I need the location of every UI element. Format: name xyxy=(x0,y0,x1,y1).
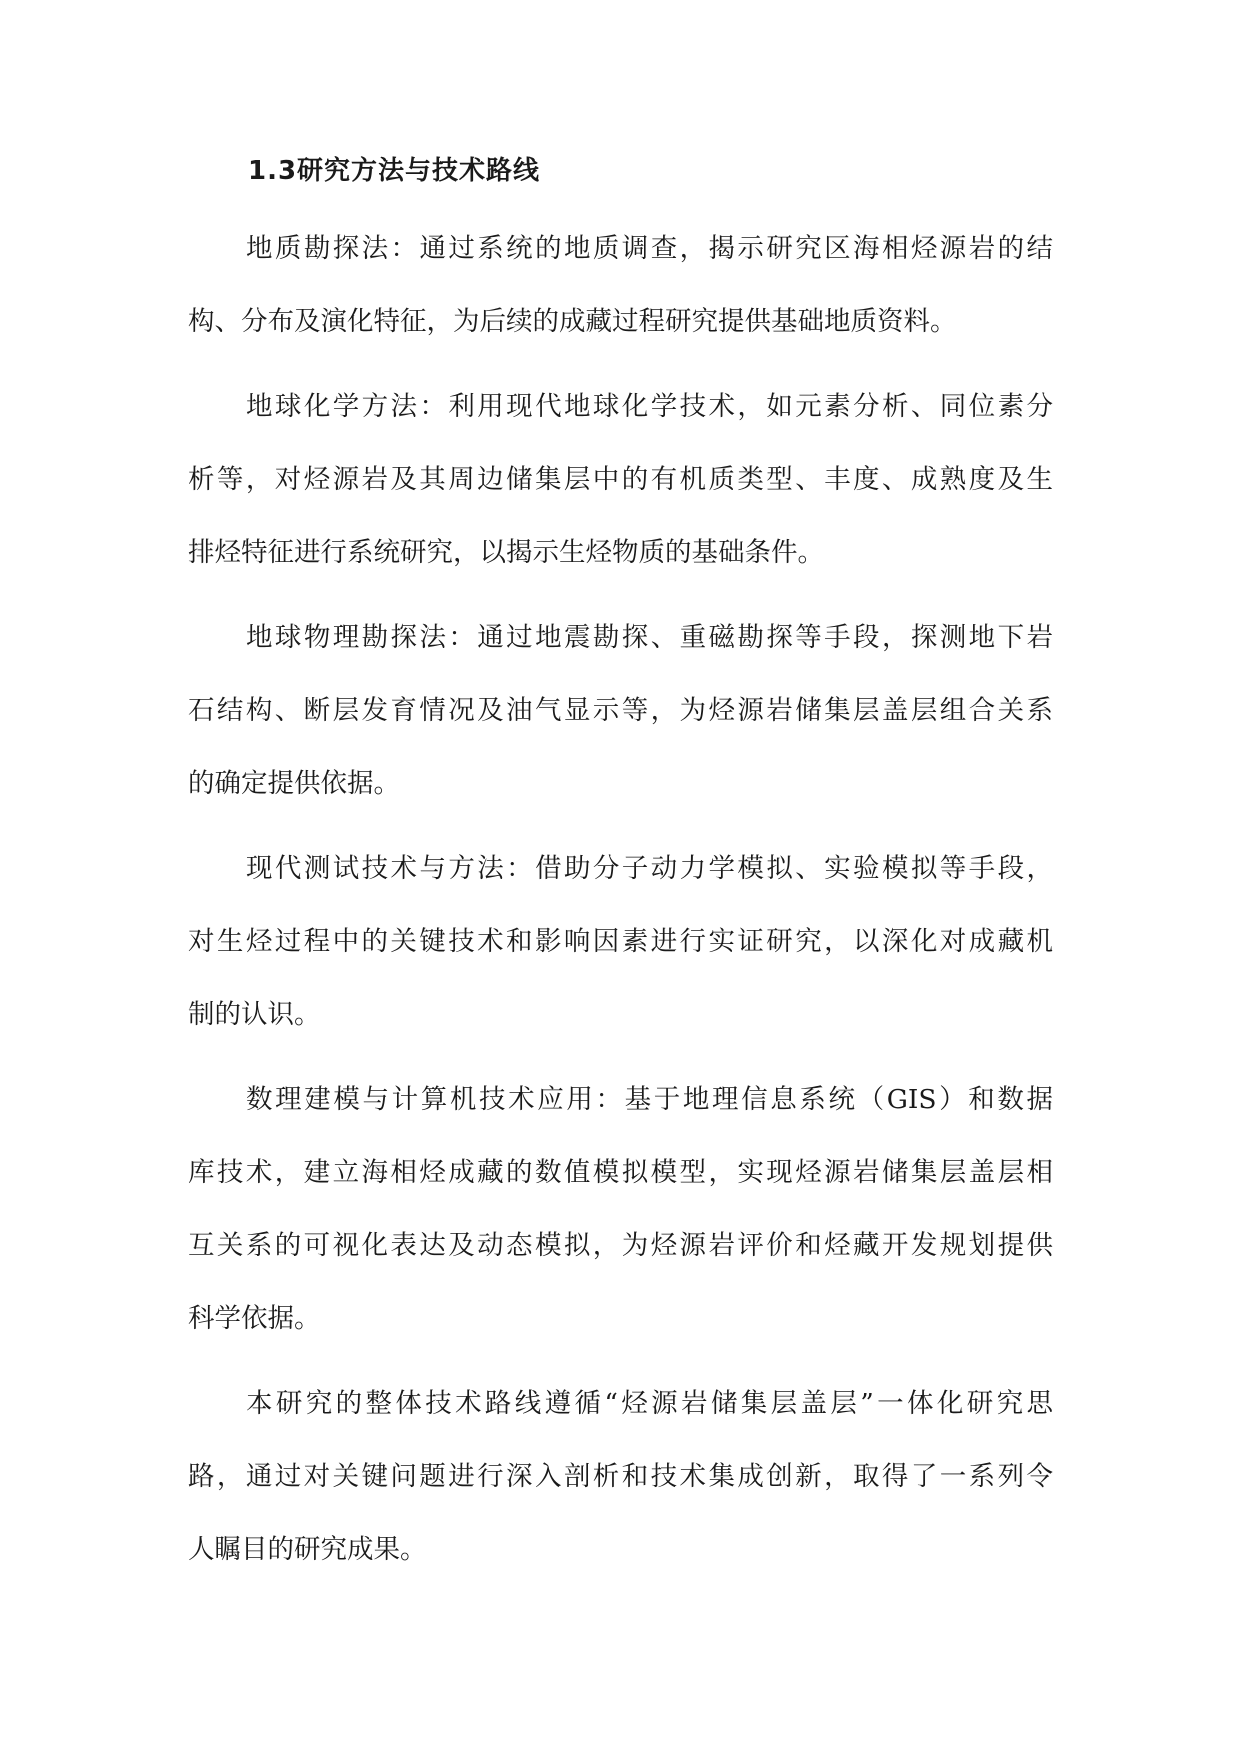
paragraph-line: 排烃特征进行系统研究，以揭示生烃物质的基础条件。 xyxy=(188,537,824,568)
paragraph-line: 地球化学方法：利用现代地球化学技术，如元素分析、同位素分 xyxy=(246,391,1053,422)
paragraph-line: 的确定提供依据。 xyxy=(188,768,400,799)
paragraph-line: 互关系的可视化表达及动态模拟，为烃源岩评价和烃藏开发规划提供 xyxy=(188,1230,1053,1261)
paragraph-line: 制的认识。 xyxy=(188,999,321,1030)
paragraph-modeling xyxy=(188,1063,1053,1355)
paragraph-technical-route xyxy=(188,1367,1053,1586)
paragraph-geophysics xyxy=(188,601,1053,820)
paragraph-line: 数理建模与计算机技术应用：基于地理信息系统（GIS）和数据 xyxy=(246,1084,1053,1115)
paragraph-line: 人瞩目的研究成果。 xyxy=(188,1534,427,1565)
paragraph-line: 石结构、断层发育情况及油气显示等，为烃源岩储集层盖层组合关系 xyxy=(188,695,1053,726)
paragraph-line: 科学依据。 xyxy=(188,1303,321,1334)
paragraph-line: 本研究的整体技术路线遵循“烃源岩储集层盖层”一体化研究思 xyxy=(246,1388,1053,1419)
section-heading: 1.3研究方法与技术路线 xyxy=(248,156,541,186)
paragraph-modern-testing xyxy=(188,832,1053,1051)
paragraph-geochemistry xyxy=(188,370,1053,589)
paragraph-line: 库技术，建立海相烃成藏的数值模拟模型，实现烃源岩储集层盖层相 xyxy=(188,1157,1053,1188)
paragraph-geological-survey xyxy=(188,212,1053,358)
paragraph-line: 路，通过对关键问题进行深入剖析和技术集成创新，取得了一系列令 xyxy=(188,1461,1053,1492)
document-body xyxy=(188,142,1053,1586)
paragraph-line: 地质勘探法：通过系统的地质调查，揭示研究区海相烃源岩的结 xyxy=(246,233,1053,264)
paragraph-line: 构、分布及演化特征，为后续的成藏过程研究提供基础地质资料。 xyxy=(188,306,957,337)
paragraph-line: 析等，对烃源岩及其周边储集层中的有机质类型、丰度、成熟度及生 xyxy=(188,464,1053,495)
paragraph-line: 地球物理勘探法：通过地震勘探、重磁勘探等手段，探测地下岩 xyxy=(246,622,1053,653)
paragraph-line: 现代测试技术与方法：借助分子动力学模拟、实验模拟等手段， xyxy=(246,853,1053,884)
paragraph-line: 对生烃过程中的关键技术和影响因素进行实证研究，以深化对成藏机 xyxy=(188,926,1053,957)
